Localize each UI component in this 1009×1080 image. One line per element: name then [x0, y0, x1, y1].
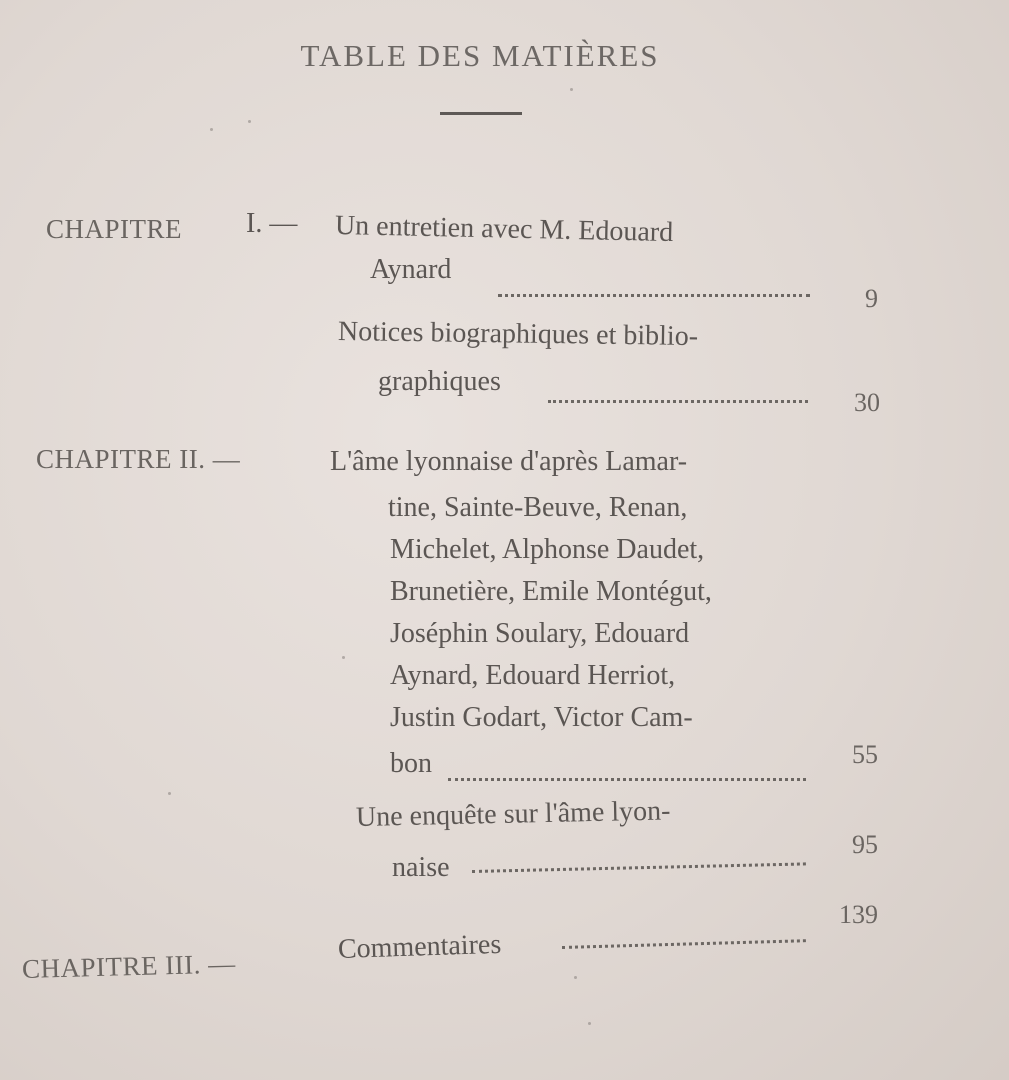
chapter-3-label: CHAPITRE III. — — [21, 948, 237, 984]
chapter-2-entry-1-line-5: Joséphin Soulary, Edouard — [390, 618, 690, 649]
paper-speck — [588, 1022, 591, 1025]
chapter-2-entry-2-page: 95 — [852, 830, 878, 859]
chapter-1-entry-2-line-1: Notices biographiques et biblio- — [337, 316, 699, 353]
paper-speck — [210, 128, 213, 131]
chapter-2-entry-2-line-2: naise — [392, 852, 450, 883]
chapter-1-entry-1-line-1: Un entretien avec M. Edouard — [334, 210, 674, 249]
chapter-2-entry-1-leader — [448, 778, 806, 781]
chapter-2-label: CHAPITRE II. — — [36, 444, 241, 474]
chapter-3-entry-1-leader — [562, 939, 806, 949]
chapter-2-entry-1-line-8: bon — [390, 748, 432, 779]
chapter-1-number: I. — — [246, 208, 298, 239]
paper-speck — [342, 656, 345, 659]
chapter-1-entry-2-line-2: graphiques — [378, 366, 501, 397]
chapter-1-entry-2-page: 30 — [854, 388, 880, 417]
chapter-1-entry-1-line-2: Aynard — [370, 254, 452, 285]
chapter-1-label: CHAPITRE — [46, 214, 183, 244]
chapter-2-entry-1-line-6: Aynard, Edouard Herriot, — [390, 660, 676, 691]
page-title: TABLE DES MATIÈRES — [300, 38, 660, 73]
paper-speck — [168, 792, 171, 795]
chapter-1-entry-1-leader — [498, 294, 810, 297]
chapter-1-entry-1-page: 9 — [865, 284, 878, 313]
chapter-2-entry-2-leader — [472, 862, 806, 873]
chapter-2-entry-1-line-1: L'âme lyonnaise d'après Lamar- — [330, 446, 688, 477]
chapter-2-entry-1-line-4: Brunetière, Emile Montégut, — [390, 576, 712, 607]
paper-speck — [574, 976, 577, 979]
chapter-1-entry-2-leader — [548, 400, 808, 403]
paper-speck — [570, 88, 573, 91]
chapter-2-entry-2-line-1: Une enquête sur l'âme lyon- — [355, 795, 671, 833]
chapter-3-entry-1-page: 139 — [839, 900, 878, 929]
paper-speck — [248, 120, 251, 123]
chapter-2-entry-1-page: 55 — [852, 740, 878, 769]
chapter-2-entry-1-line-7: Justin Godart, Victor Cam- — [390, 702, 693, 733]
chapter-2-entry-1-line-3: Michelet, Alphonse Daudet, — [390, 534, 705, 565]
chapter-3-entry-1-line-1: Commentaires — [337, 928, 502, 965]
chapter-2-entry-1-line-2: tine, Sainte-Beuve, Renan, — [388, 492, 688, 523]
